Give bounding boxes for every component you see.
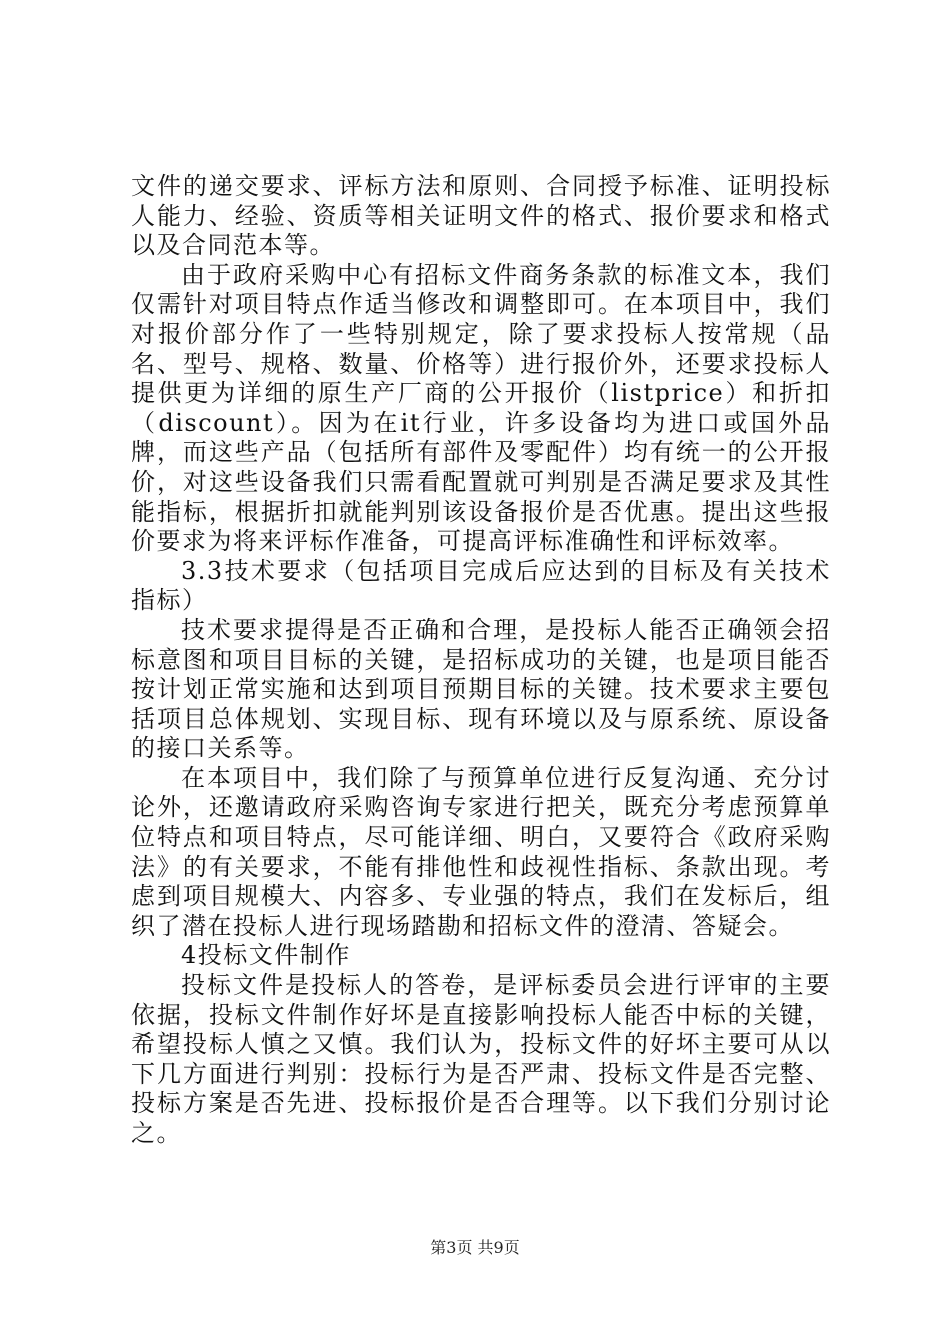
page-number-footer: 第3页 共9页 — [430, 1238, 520, 1257]
section-heading-3-3: 3.3技术要求（包括项目完成后应达到的目标及有关技术指标） — [131, 556, 831, 615]
paragraph-technical-requirements: 技术要求提得是否正确和合理，是投标人能否正确领会招标意图和项目目标的关键，是招标成功的关键，也是项目能否按计划正常实施和达到项目预期目标的关键。技术要求主要包括项目总体规划、实现目标、现有环境以及与原系统、原设备的接口关系等。 — [131, 615, 831, 763]
paragraph-bid-documents: 投标文件是投标人的答卷，是评标委员会进行评审的主要依据，投标文件制作好坏是直接影响投标人能否中标的关键，希望投标人慎之又慎。我们认为，投标文件的好坏主要可从以下几方面进行判别：投标行为是否严肃、投标文件是否完整、投标方案是否先进、投标报价是否合理等。以下我们分别讨论之。 — [131, 971, 831, 1147]
paragraph-project-consultation: 在本项目中，我们除了与预算单位进行反复沟通、充分讨论外，还邀请政府采购咨询专家进行把关，既充分考虑预算单位特点和项目特点，尽可能详细、明白，又要符合《政府采购法》的有关要求，不能有排他性和歧视性指标、条款出现。考虑到项目规模大、内容多、专业强的特点，我们在发标后，组织了潜在投标人进行现场踏勘和招标文件的澄清、答疑会。 — [131, 763, 831, 940]
section-heading-4: 4投标文件制作 — [181, 941, 351, 970]
document-body — [131, 172, 831, 1149]
paragraph-continued: 文件的递交要求、评标方法和原则、合同授予标准、证明投标人能力、经验、资质等相关证明文件的格式、报价要求和格式以及合同范本等。 — [131, 172, 831, 260]
paragraph-pricing: 由于政府采购中心有招标文件商务条款的标准文本，我们仅需针对项目特点作适当修改和调整即可。在本项目中，我们对报价部分作了一些特别规定，除了要求投标人按常规（品名、型号、规格、数量、价格等）进行报价外，还要求投标人提供更为详细的原生产厂商的公开报价（listprice）和折扣（discount）。因为在it行业，许多设备均为进口或国外品牌，而这些产品（包括所有部件及零配件）均有统一的公开报价，对这些设备我们只需看配置就可判别是否满足要求及其性能指标，根据折扣就能判别该设备报价是否优惠。提出这些报价要求为将来评标作准备，可提高评标准确性和评标效率。 — [131, 260, 831, 556]
